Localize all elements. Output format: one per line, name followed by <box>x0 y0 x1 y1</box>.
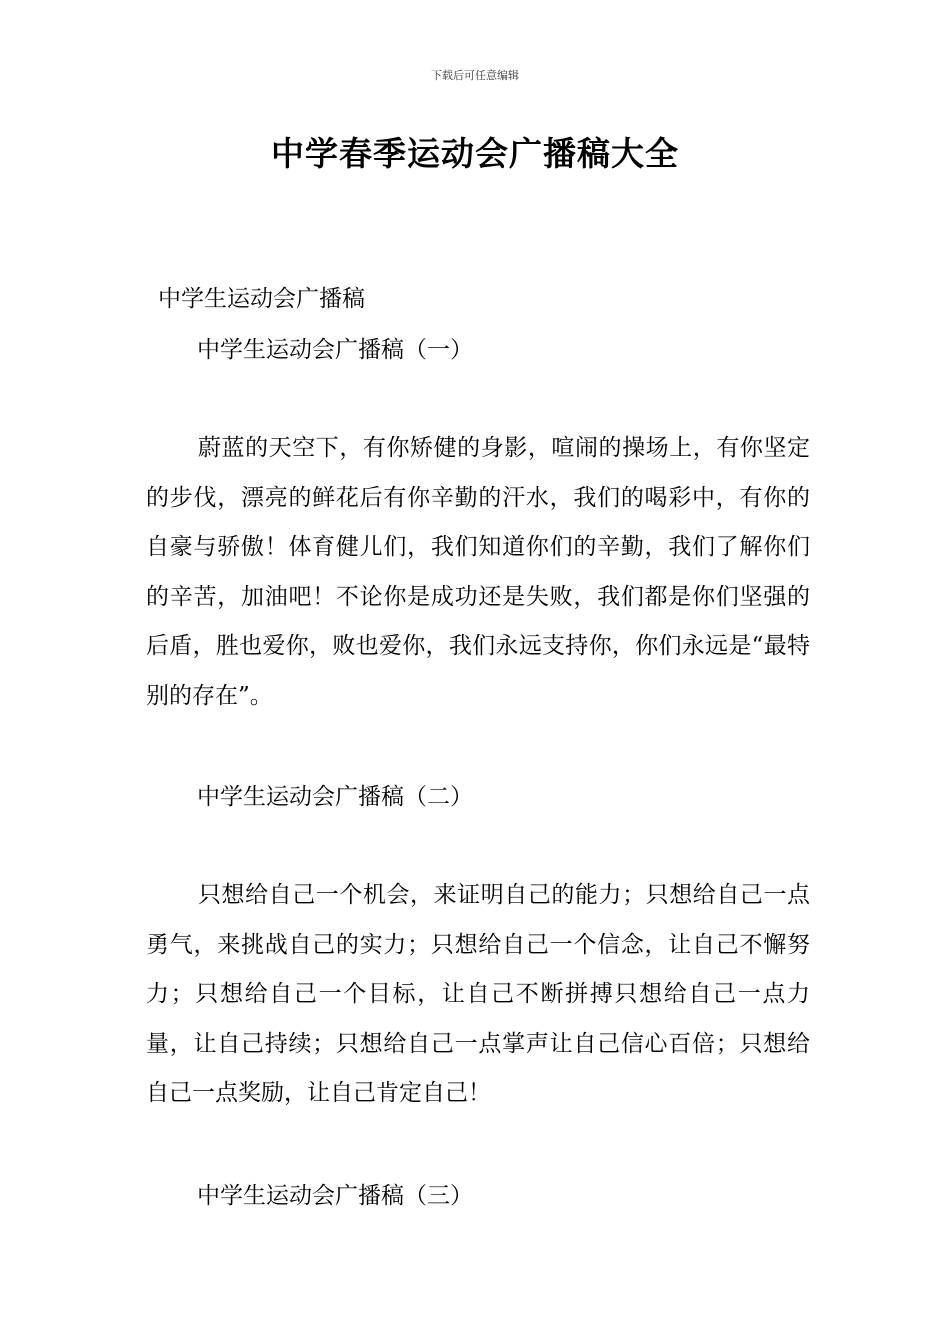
part-2-paragraph: 只想给自己一个机会，来证明自己的能力；只想给自己一点勇气，来挑战自己的实力；只想给自己一个信念，让自己不懈努力；只想给自己一个目标，让自己不断拼搏只想给自己一点力量，让自己持续；只想给自己一点掌声让自己信心百倍；只想给自己一点奖励，让自己肯定自己！ <box>146 882 810 1107</box>
section-title: 中学生运动会广播稿 <box>158 286 365 312</box>
header-note: 下载后可任意编辑 <box>431 69 519 82</box>
part-1-paragraph: 蔚蓝的天空下，有你矫健的身影，喧闹的操场上，有你坚定的步伐，漂亮的鲜花后有你辛勤的汗水，我们的喝彩中，有你的自豪与骄傲！体育健儿们，我们知道你们的辛勤，我们了解你们的辛苦，加油吧！不论你是成功还是失败，我们都是你们坚强的后盾，胜也爱你，败也爱你，我们永远支持你，你们永远是“最特别的存在”。 <box>146 435 810 709</box>
part-3-heading: 中学生运动会广播稿（三） <box>197 1183 473 1209</box>
part-1-heading: 中学生运动会广播稿（一） <box>197 337 473 363</box>
document-title: 中学春季运动会广播稿大全 <box>271 134 679 173</box>
part-2-heading: 中学生运动会广播稿（二） <box>197 784 473 810</box>
